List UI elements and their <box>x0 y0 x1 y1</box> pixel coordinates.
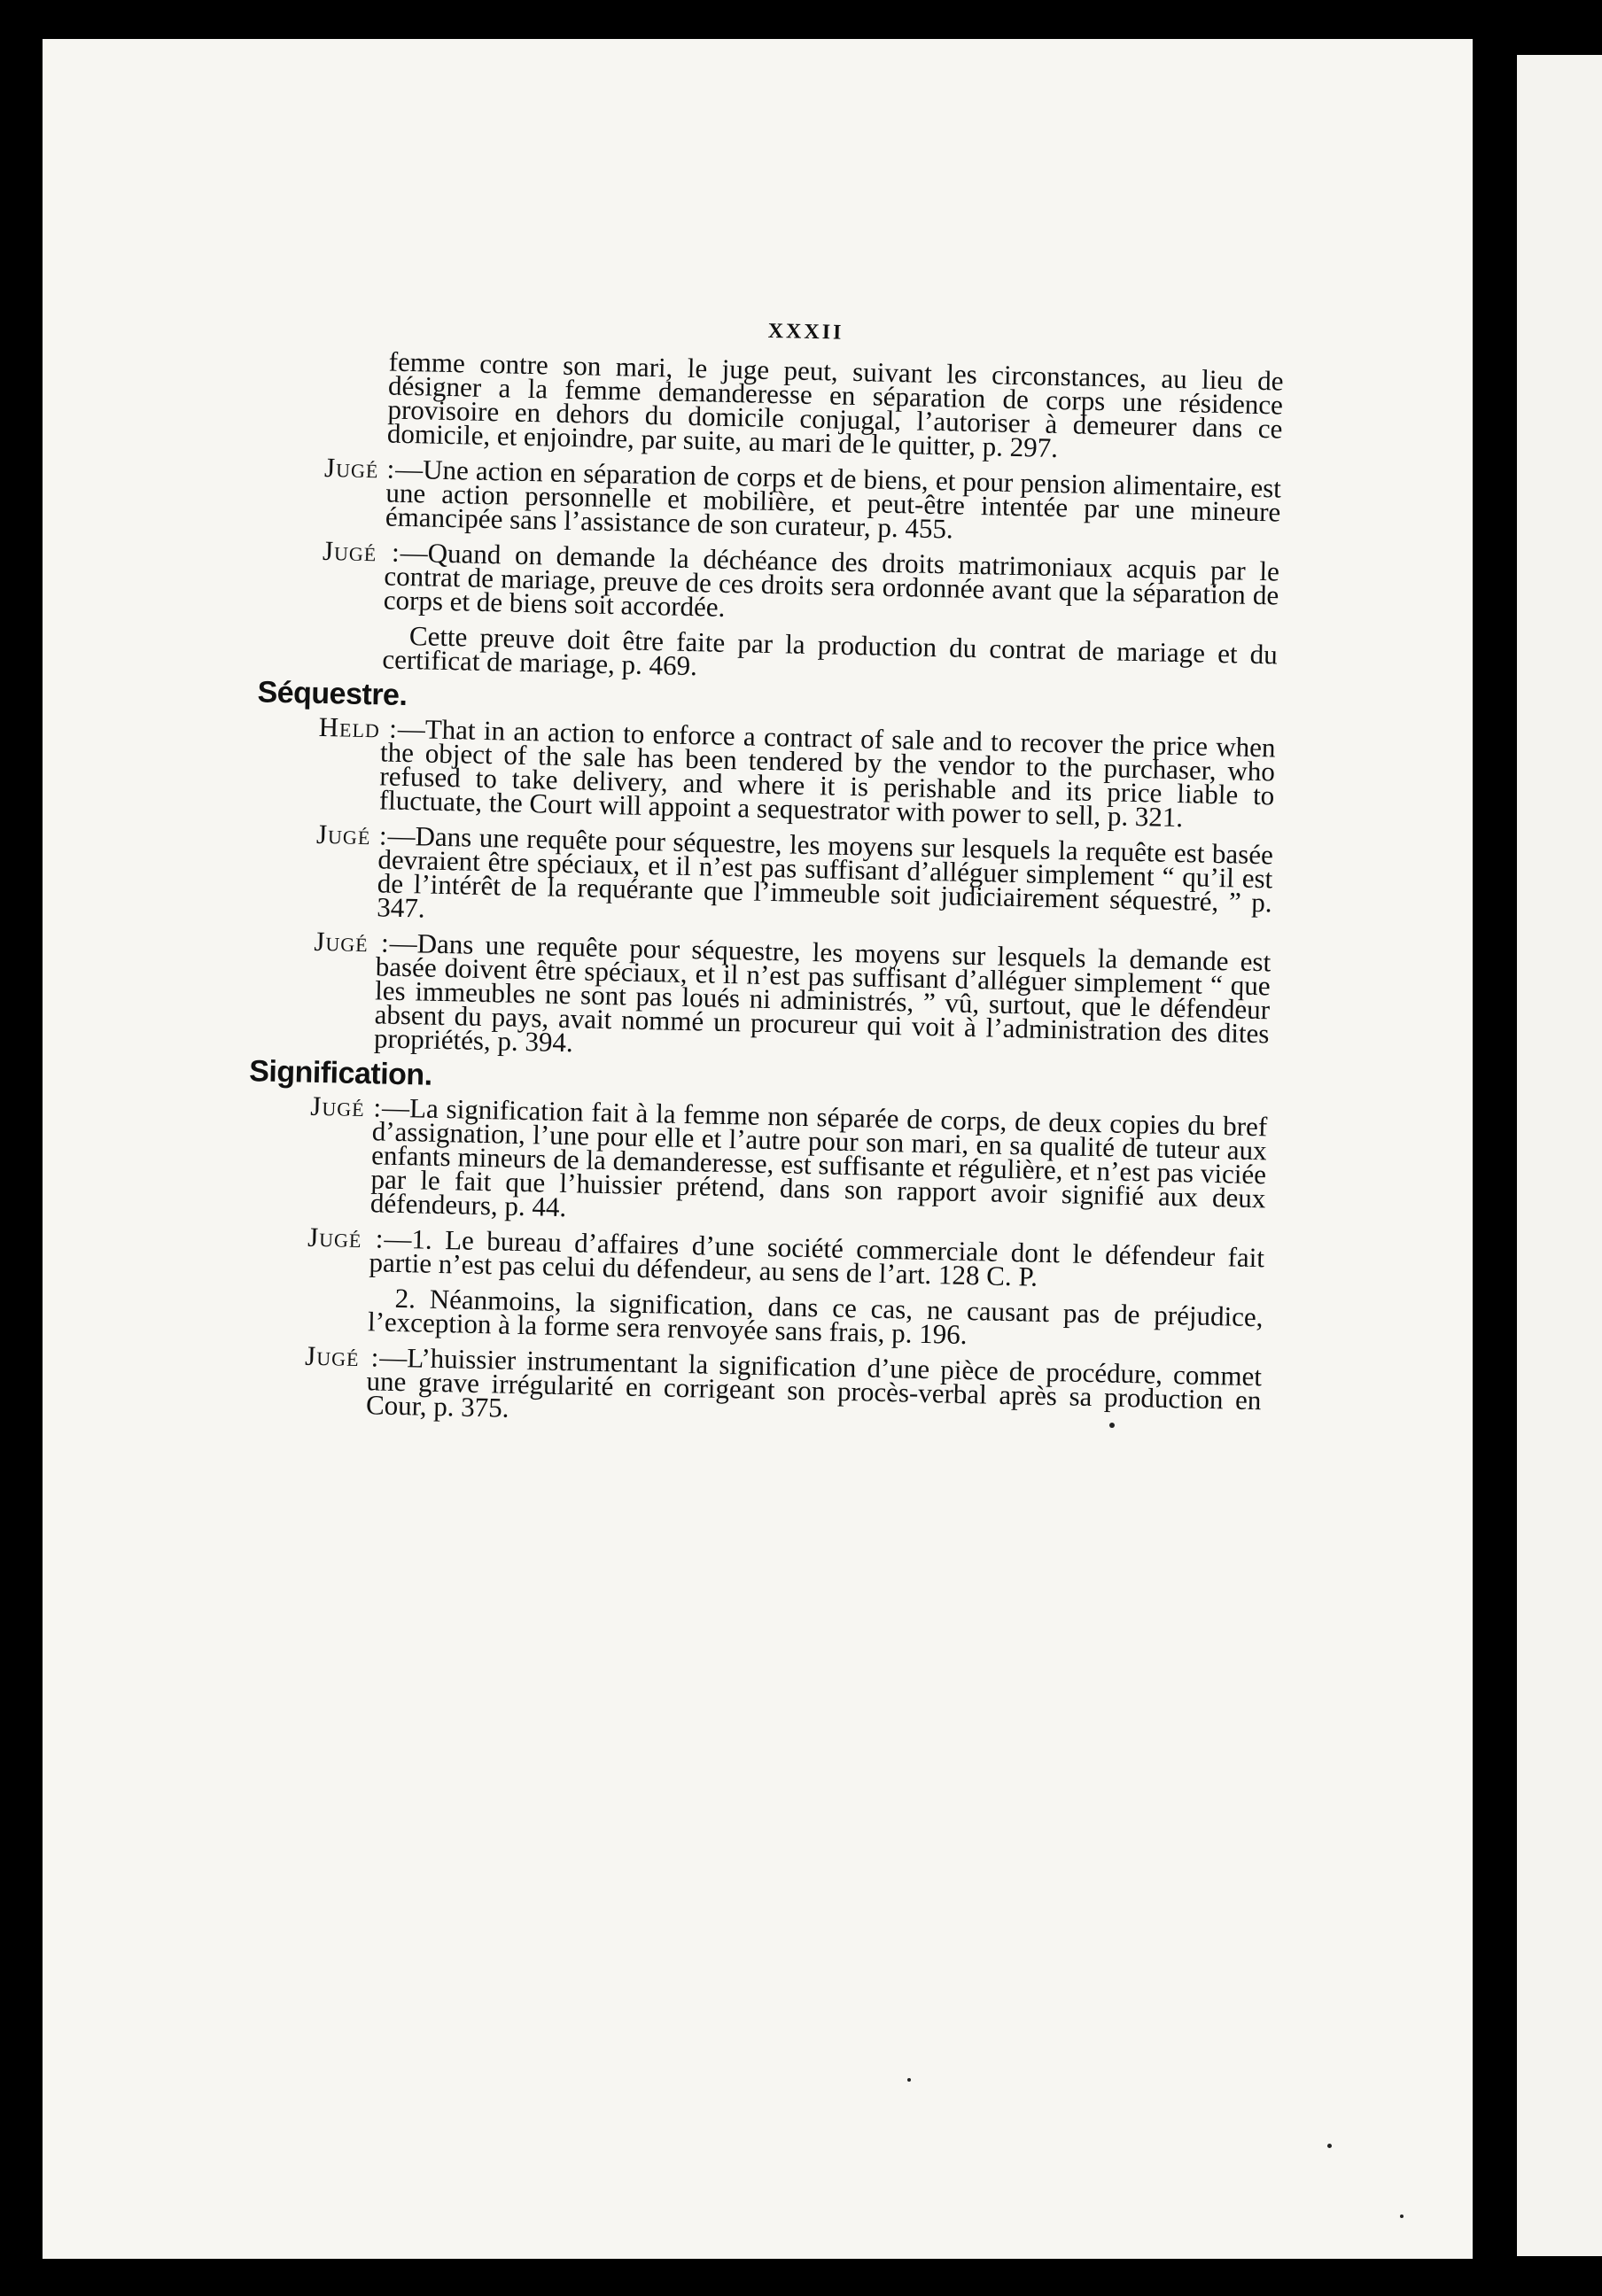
paragraph-text: Cette preuve doit être faite par la production du contrat de mariage et du certificat de mariage, p. 469. <box>382 620 1279 682</box>
facing-page-edge <box>1517 55 1602 2256</box>
paragraph-text: —La signification fait à la femme non séparée de corps, de deux copies du bref d’assignation, l’une pour elle et l’autre pour son mari, en sa qualité de tuteur aux enfants mineurs de la demanderesse, est suffisante et régulière, et n’est pas viciée par le fait que l’huissier prétend, dans son rapport avoir signifié aux deux défendeurs, p. 44. <box>369 1091 1268 1223</box>
paragraph <box>317 710 1276 834</box>
paragraph <box>322 534 1280 632</box>
page-number: XXXII <box>767 319 844 345</box>
paragraph-lead: Jugé : <box>304 1339 380 1373</box>
paragraph-lead: Jugé : <box>310 1090 383 1123</box>
paragraph-lead: Jugé : <box>307 1221 385 1254</box>
paragraph <box>315 818 1274 939</box>
section-heading: Signification. <box>248 1054 433 1092</box>
paragraph-text: —That in an action to enforce a contract of sale and to recover the price when the object of the sale has been tendered by the vendor to the purchaser, who refused to take delivery, and where it is perishable and its price liable to fluctuate, the Court will appoint a sequestrator with power to sell, p. 321. <box>378 712 1276 834</box>
paragraph-lead: Jugé : <box>322 534 401 568</box>
paragraph <box>325 345 1284 465</box>
speck-1 <box>1109 1423 1115 1428</box>
speck-2 <box>907 2078 911 2082</box>
paragraph <box>323 451 1282 548</box>
paragraph-lead: Held : <box>318 710 399 744</box>
paragraph <box>320 622 1278 691</box>
paragraph-text: —L’huissier instrumentant la signification d’une pièce de procédure, commet une grave irrégularité en corrigeant son procès-verbal après sa production en Cour, p. 375. <box>365 1341 1263 1423</box>
paragraph <box>312 925 1271 1070</box>
paragraph-text: —Dans une requête pour séquestre, les moyens sur lesquels la demande est basée doivent être spéciaux, et il n’est pas suffisant d’alléguer simplement “ que les immeubles ne sont pas loués ni administrés, ” vû, surtout, que le défendeur absent du pays, avait nommé un procureur qui voit à l’administration des dites propriétés, p. 394. <box>373 927 1271 1059</box>
paragraph <box>308 1090 1268 1235</box>
section-heading: Séquestre. <box>257 675 408 713</box>
paragraph-text: —1. Le bureau d’affaires d’une société commerciale dont le défendeur fait partie n’est pas celui du défendeur, au sens de l’art. 128 C. P. <box>369 1222 1265 1292</box>
speck-3 <box>1327 2144 1332 2148</box>
paragraph-lead: Jugé : <box>323 451 396 485</box>
paragraph-lead: Jugé : <box>315 818 388 851</box>
paragraph-text: —Quand on demande la déchéance des droits matrimoniaux acquis par le contrat de mariage, preuve de ces droits sera ordonnée avant que la séparation de corps et de biens soit accordée. <box>383 536 1280 623</box>
paragraph-text: femme contre son mari, le juge peut, suivant les circonstances, au lieu de désigner a la femme demanderesse en séparation de corps une résidence provisoire en dehors du domicile conjugal, l’autoriser à demeurer dans ce domicile, et enjoindre, par suite, au mari de le quitter, p. 297. <box>386 345 1284 464</box>
paragraph-lead: Jugé : <box>314 925 391 958</box>
paragraph-text: —Une action en séparation de corps et de biens, et pour pension alimentaire, est une action personnelle et mobilière, et peut-être intentée par une mineure émancipée sans l’assistance de son curateur, p. 455. <box>385 453 1282 545</box>
speck-4 <box>1400 2215 1404 2218</box>
paragraph-text: 2. Néanmoins, la signification, dans ce cas, ne causant pas de préjudice, l’exception à la forme sera renvoyée sans frais, p. 196. <box>367 1282 1264 1351</box>
page-content <box>248 310 1284 1447</box>
paragraph-text: —Dans une requête pour séquestre, les moyens sur lesquels la requête est basée devraient être spéciaux, et il n’est pas suffisant d’alléguer simplement “ qu’il est de l’intérêt de la requérante que l’immeuble soit judiciairement séquestré, ” p. 347. <box>376 819 1274 924</box>
text-blocks <box>248 345 1284 1436</box>
paragraph <box>304 1339 1263 1437</box>
